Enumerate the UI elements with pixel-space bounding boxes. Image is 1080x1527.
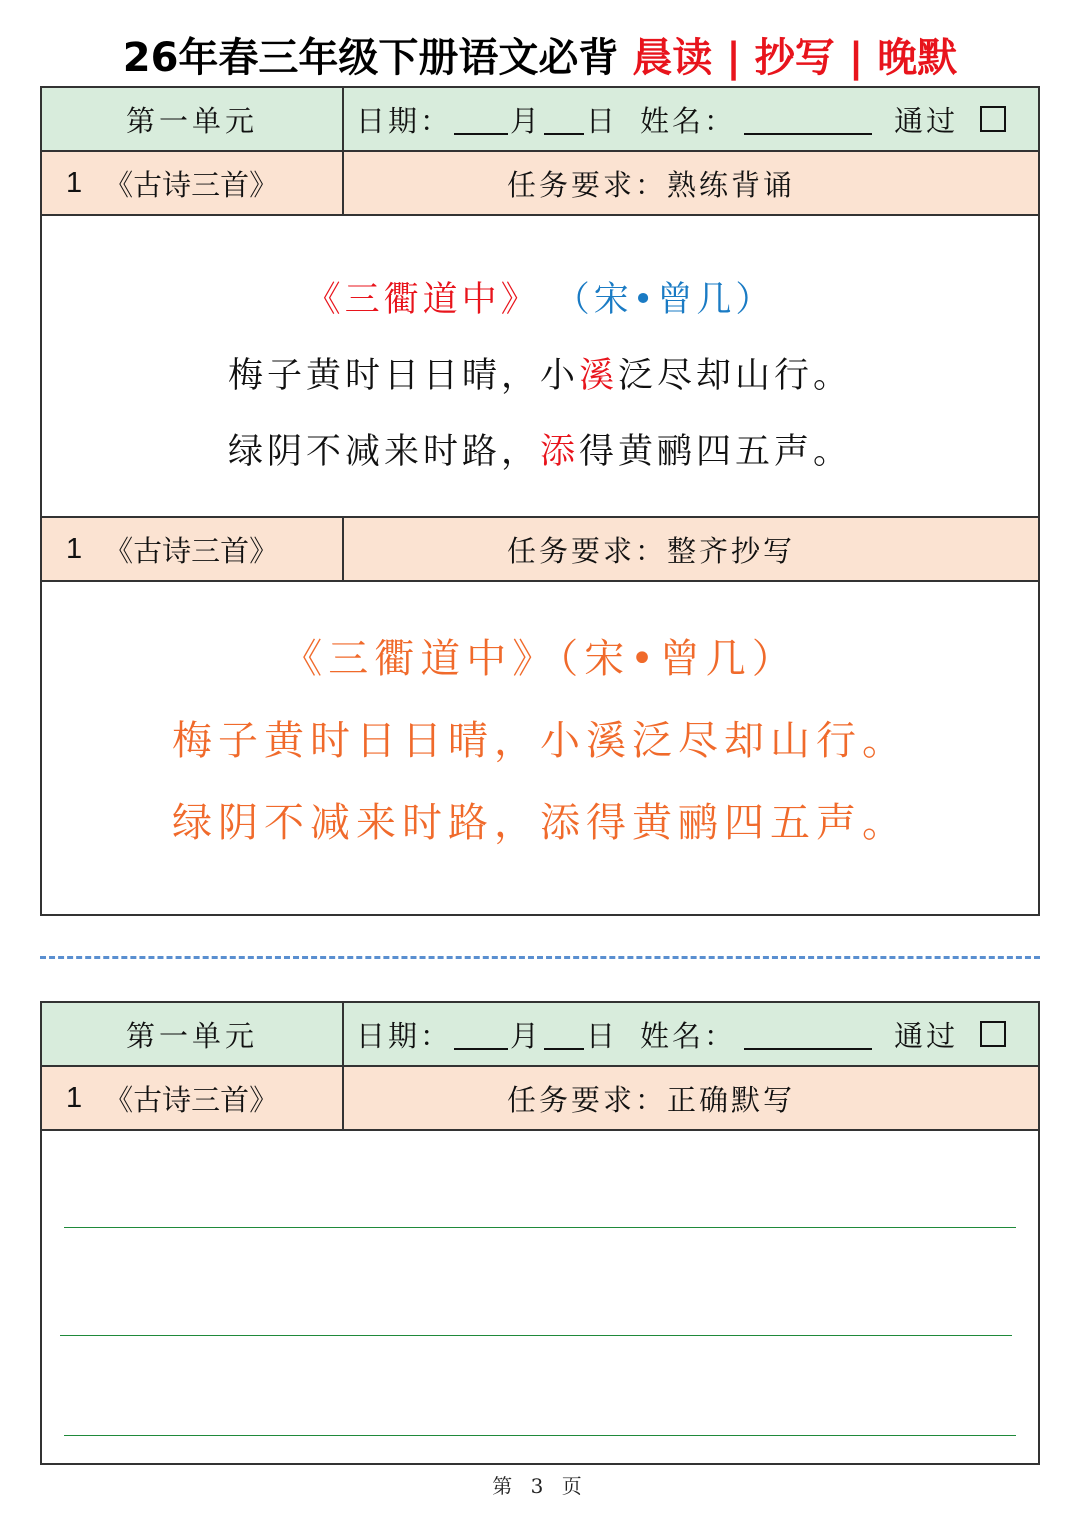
name-blank[interactable] [744,1018,872,1050]
copy-poem [42,582,1038,914]
date-label: 日期： [356,103,453,138]
date-name-info [344,88,1038,150]
poem-line-1 [42,338,1038,414]
recite-copy-sheet [40,86,1040,916]
lesson-title: 《古诗三首》 [104,167,279,202]
task-dictation: 任务要求：正确默写 [506,1082,795,1117]
date-label: 日期： [356,1018,453,1053]
lesson-title: 《古诗三首》 [104,1082,279,1117]
writing-line [64,1435,1016,1436]
lesson-cell [42,518,344,580]
unit-label: 第一单元 [42,1003,344,1065]
lesson-number: 1 [66,166,83,199]
lesson-row-dictation [42,1067,1038,1131]
page-title [0,28,1080,88]
name-label: 姓名： [640,103,737,138]
writing-line [60,1335,1012,1336]
task-recite: 任务要求：熟练背诵 [506,167,795,202]
poem-line-2-part-b: 得黄鹂四五声。 [579,432,853,472]
lesson-row [42,152,1038,216]
lesson-cell [42,152,344,214]
writing-line [64,1227,1016,1228]
page-title-tags: 晨读 | 抄写 | 晚默 [632,35,958,81]
task-copy: 任务要求：整齐抄写 [506,533,795,568]
month-blank[interactable] [454,1018,508,1050]
poem-heading [42,262,1038,338]
cut-divider [40,956,1040,959]
info-row [42,88,1038,152]
month-label: 月 [510,1018,543,1053]
copy-poem-title: 《三衢道中》 [282,636,559,682]
recite-poem-area [42,216,1038,518]
poem-title: 《三衢道中》 [305,280,540,320]
poem-line-1-part-b: 泛尽却山行。 [618,356,853,396]
dictation-writing-area[interactable] [42,1131,1038,1463]
info-row [42,1003,1038,1067]
unit-label: 第一单元 [42,88,344,150]
pass-checkbox[interactable] [980,106,1006,132]
pass-label: 通过 [894,103,959,138]
pass-label: 通过 [894,1018,959,1053]
lesson-row-copy [42,518,1038,582]
pass-checkbox[interactable] [980,1021,1006,1047]
poem-author: （宋•曾几） [554,280,775,320]
lesson-title: 《古诗三首》 [104,533,279,568]
month-label: 月 [510,103,543,138]
copy-poem-line-1: 梅子黄时日日晴，小溪泛尽却山行。 [172,718,908,764]
copy-poem-heading [42,618,1038,700]
lesson-cell [42,1067,344,1129]
day-label: 日 [586,103,619,138]
poem-line-1-part-a: 梅子黄时日日晴，小 [227,356,579,396]
poem-line-2-part-a: 绿阴不减来时路， [227,432,540,472]
day-blank[interactable] [544,1018,584,1050]
lesson-number: 1 [66,1081,83,1114]
copy-poem-line-2: 绿阴不减来时路，添得黄鹂四五声。 [172,800,908,846]
date-name-info [344,1003,1038,1065]
name-label: 姓名： [640,1018,737,1053]
page-title-main: 26年春三年级下册语文必背 [122,35,619,81]
recite-poem [42,216,1038,516]
name-blank[interactable] [744,103,872,135]
poem-line-2 [42,414,1038,490]
dictation-sheet [40,1001,1040,1465]
month-blank[interactable] [454,103,508,135]
poem-highlight-char-2: 添 [539,432,579,472]
day-label: 日 [586,1018,619,1053]
page-number: 第 3 页 [492,1474,588,1498]
copy-poem-author: （宋•曾几） [558,636,798,682]
lesson-number: 1 [66,532,83,565]
day-blank[interactable] [544,103,584,135]
poem-highlight-char-1: 溪 [578,356,618,396]
